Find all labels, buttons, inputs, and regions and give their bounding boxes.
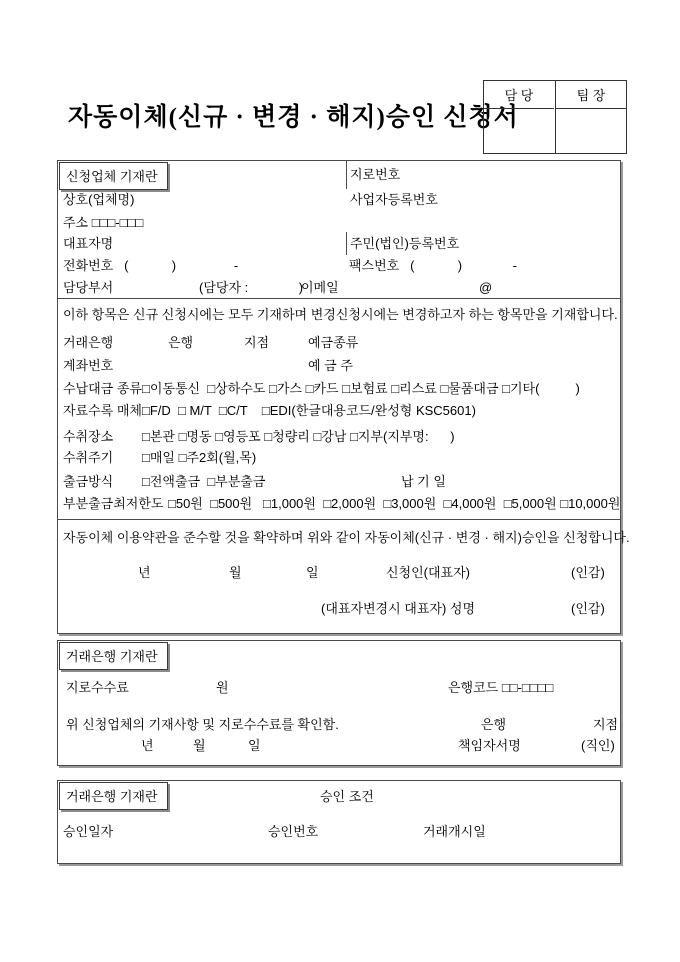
due-date-label: 납 기 일 bbox=[401, 474, 446, 489]
email-label: 이메일 bbox=[301, 280, 339, 295]
partial-limit-label: 부분출금최저한도 bbox=[63, 496, 164, 511]
business-reg-label: 사업자등록번호 bbox=[350, 192, 438, 207]
account-holder-label: 예 금 주 bbox=[308, 358, 353, 373]
withdraw-method-label: 출금방식 bbox=[63, 474, 114, 489]
address-line[interactable]: 주소 □□□-□□□ bbox=[63, 215, 144, 230]
payment-kind-label: 수납대금 종류 bbox=[63, 381, 142, 396]
divider bbox=[58, 519, 620, 520]
resident-reg-label: 주민(법인)등록번호 bbox=[350, 236, 460, 251]
partial-limit-options[interactable]: □50원 □500원 □1,000원 □2,000원 □3,000원 □4,000원 □5,000원 □10,000원 bbox=[168, 496, 621, 511]
divider bbox=[346, 232, 347, 255]
giro-fee-label: 지로수수료 bbox=[66, 680, 129, 695]
condition-title: 승인 조건 bbox=[320, 789, 374, 804]
page-title: 자동이체(신규 · 변경 · 해지)승인 신청서 bbox=[68, 104, 519, 131]
pickup-cycle-label: 수취주기 bbox=[63, 450, 114, 465]
manager-sign-label: 책임자서명 bbox=[458, 738, 521, 753]
rep-change-sign-label: (대표자변경시 대표자) 성명 bbox=[321, 601, 476, 616]
year-label: 년 bbox=[141, 738, 154, 753]
confirm-text: 위 신청업체의 기재사항 및 지로수수료를 확인함. bbox=[66, 717, 339, 732]
approval-section-label: 거래은행 기재란 bbox=[59, 782, 168, 810]
seal-label: (직인) bbox=[581, 738, 615, 753]
seal-label-2: (인감) bbox=[571, 601, 605, 616]
payment-kind-options[interactable]: □이동통신 □상하수도 □가스 □카드 □보험료 □리스료 □물품대금 □기타( ) bbox=[142, 381, 580, 396]
representative-label: 대표자명 bbox=[63, 236, 114, 251]
approval-condition-section bbox=[57, 780, 621, 864]
approval-number-label: 승인번호 bbox=[268, 824, 319, 839]
bank-label: 거래은행 bbox=[63, 335, 114, 350]
bank-section bbox=[57, 640, 621, 766]
withdraw-method-options[interactable]: □전액출금 □부분출금 bbox=[142, 474, 266, 489]
giro-number-label: 지로번호 bbox=[350, 167, 401, 182]
bank-suffix: 은행 bbox=[481, 717, 507, 732]
pledge-text: 자동이체 이용약관을 준수할 것을 확약하며 위와 같이 자동이체(신규 · 변경 · 해지)승인을 신청합니다. bbox=[63, 530, 630, 545]
notice-text: 이하 항목은 신규 신청시에는 모두 기재하며 변경신청시에는 변경하고자 하는 항목만을 기재합니다. bbox=[63, 307, 618, 322]
deposit-type-label: 예금종류 bbox=[308, 335, 359, 350]
media-label: 자료수록 매체 bbox=[63, 403, 142, 418]
day-label: 일 bbox=[306, 565, 319, 580]
branch-suffix: 지점 bbox=[244, 335, 270, 350]
company-name-label: 상호(업체명) bbox=[63, 192, 135, 207]
department-label: 담당부서 bbox=[63, 280, 114, 295]
applicant-sign-label: 신청인(대표자) bbox=[386, 565, 471, 580]
approval-staff-label: 담 당 bbox=[484, 81, 554, 109]
pickup-place-options[interactable]: □본관 □명동 □영등포 □청량리 □강남 □지부(지부명: ) bbox=[142, 429, 455, 444]
approval-col-staff bbox=[484, 81, 554, 153]
approval-team-leader-label: 팀 장 bbox=[556, 81, 626, 109]
start-date-label: 거래개시일 bbox=[423, 824, 486, 839]
day-label: 일 bbox=[248, 738, 261, 753]
month-label: 월 bbox=[193, 738, 206, 753]
approval-cell-team-leader bbox=[556, 105, 626, 153]
applicant-section-label: 신청업체 기재란 bbox=[59, 162, 168, 190]
divider bbox=[346, 161, 347, 189]
media-options[interactable]: □F/D □ M/T □C/T □EDI(한글대용코드/완성형 KSC5601) bbox=[142, 403, 476, 418]
pickup-place-label: 수취장소 bbox=[63, 429, 114, 444]
account-number-label: 계좌번호 bbox=[63, 358, 114, 373]
contact-person-field[interactable]: (담당자 : ) bbox=[199, 280, 304, 295]
bank-section-label: 거래은행 기재란 bbox=[59, 642, 168, 670]
month-label: 월 bbox=[229, 565, 242, 580]
email-at-sign: @ bbox=[479, 280, 493, 295]
won-label: 원 bbox=[216, 680, 229, 695]
applicant-section bbox=[57, 160, 630, 634]
divider bbox=[58, 298, 620, 299]
approval-col-team-leader bbox=[555, 81, 626, 153]
bank-suffix: 은행 bbox=[168, 335, 194, 350]
fax-line[interactable]: 팩스번호 ( ) - bbox=[349, 258, 517, 273]
year-label: 년 bbox=[138, 565, 151, 580]
approval-date-label: 승인일자 bbox=[63, 824, 114, 839]
bank-code-field[interactable]: 은행코드 □□-□□□□ bbox=[448, 680, 554, 695]
pickup-cycle-options[interactable]: □매일 □주2회(월,목) bbox=[142, 450, 257, 465]
phone-line[interactable]: 전화번호 ( ) - bbox=[63, 258, 239, 273]
branch-suffix: 지점 bbox=[593, 717, 619, 732]
approval-stamp-table bbox=[483, 80, 627, 154]
approval-cell-staff bbox=[484, 105, 554, 153]
seal-label: (인감) bbox=[571, 565, 605, 580]
